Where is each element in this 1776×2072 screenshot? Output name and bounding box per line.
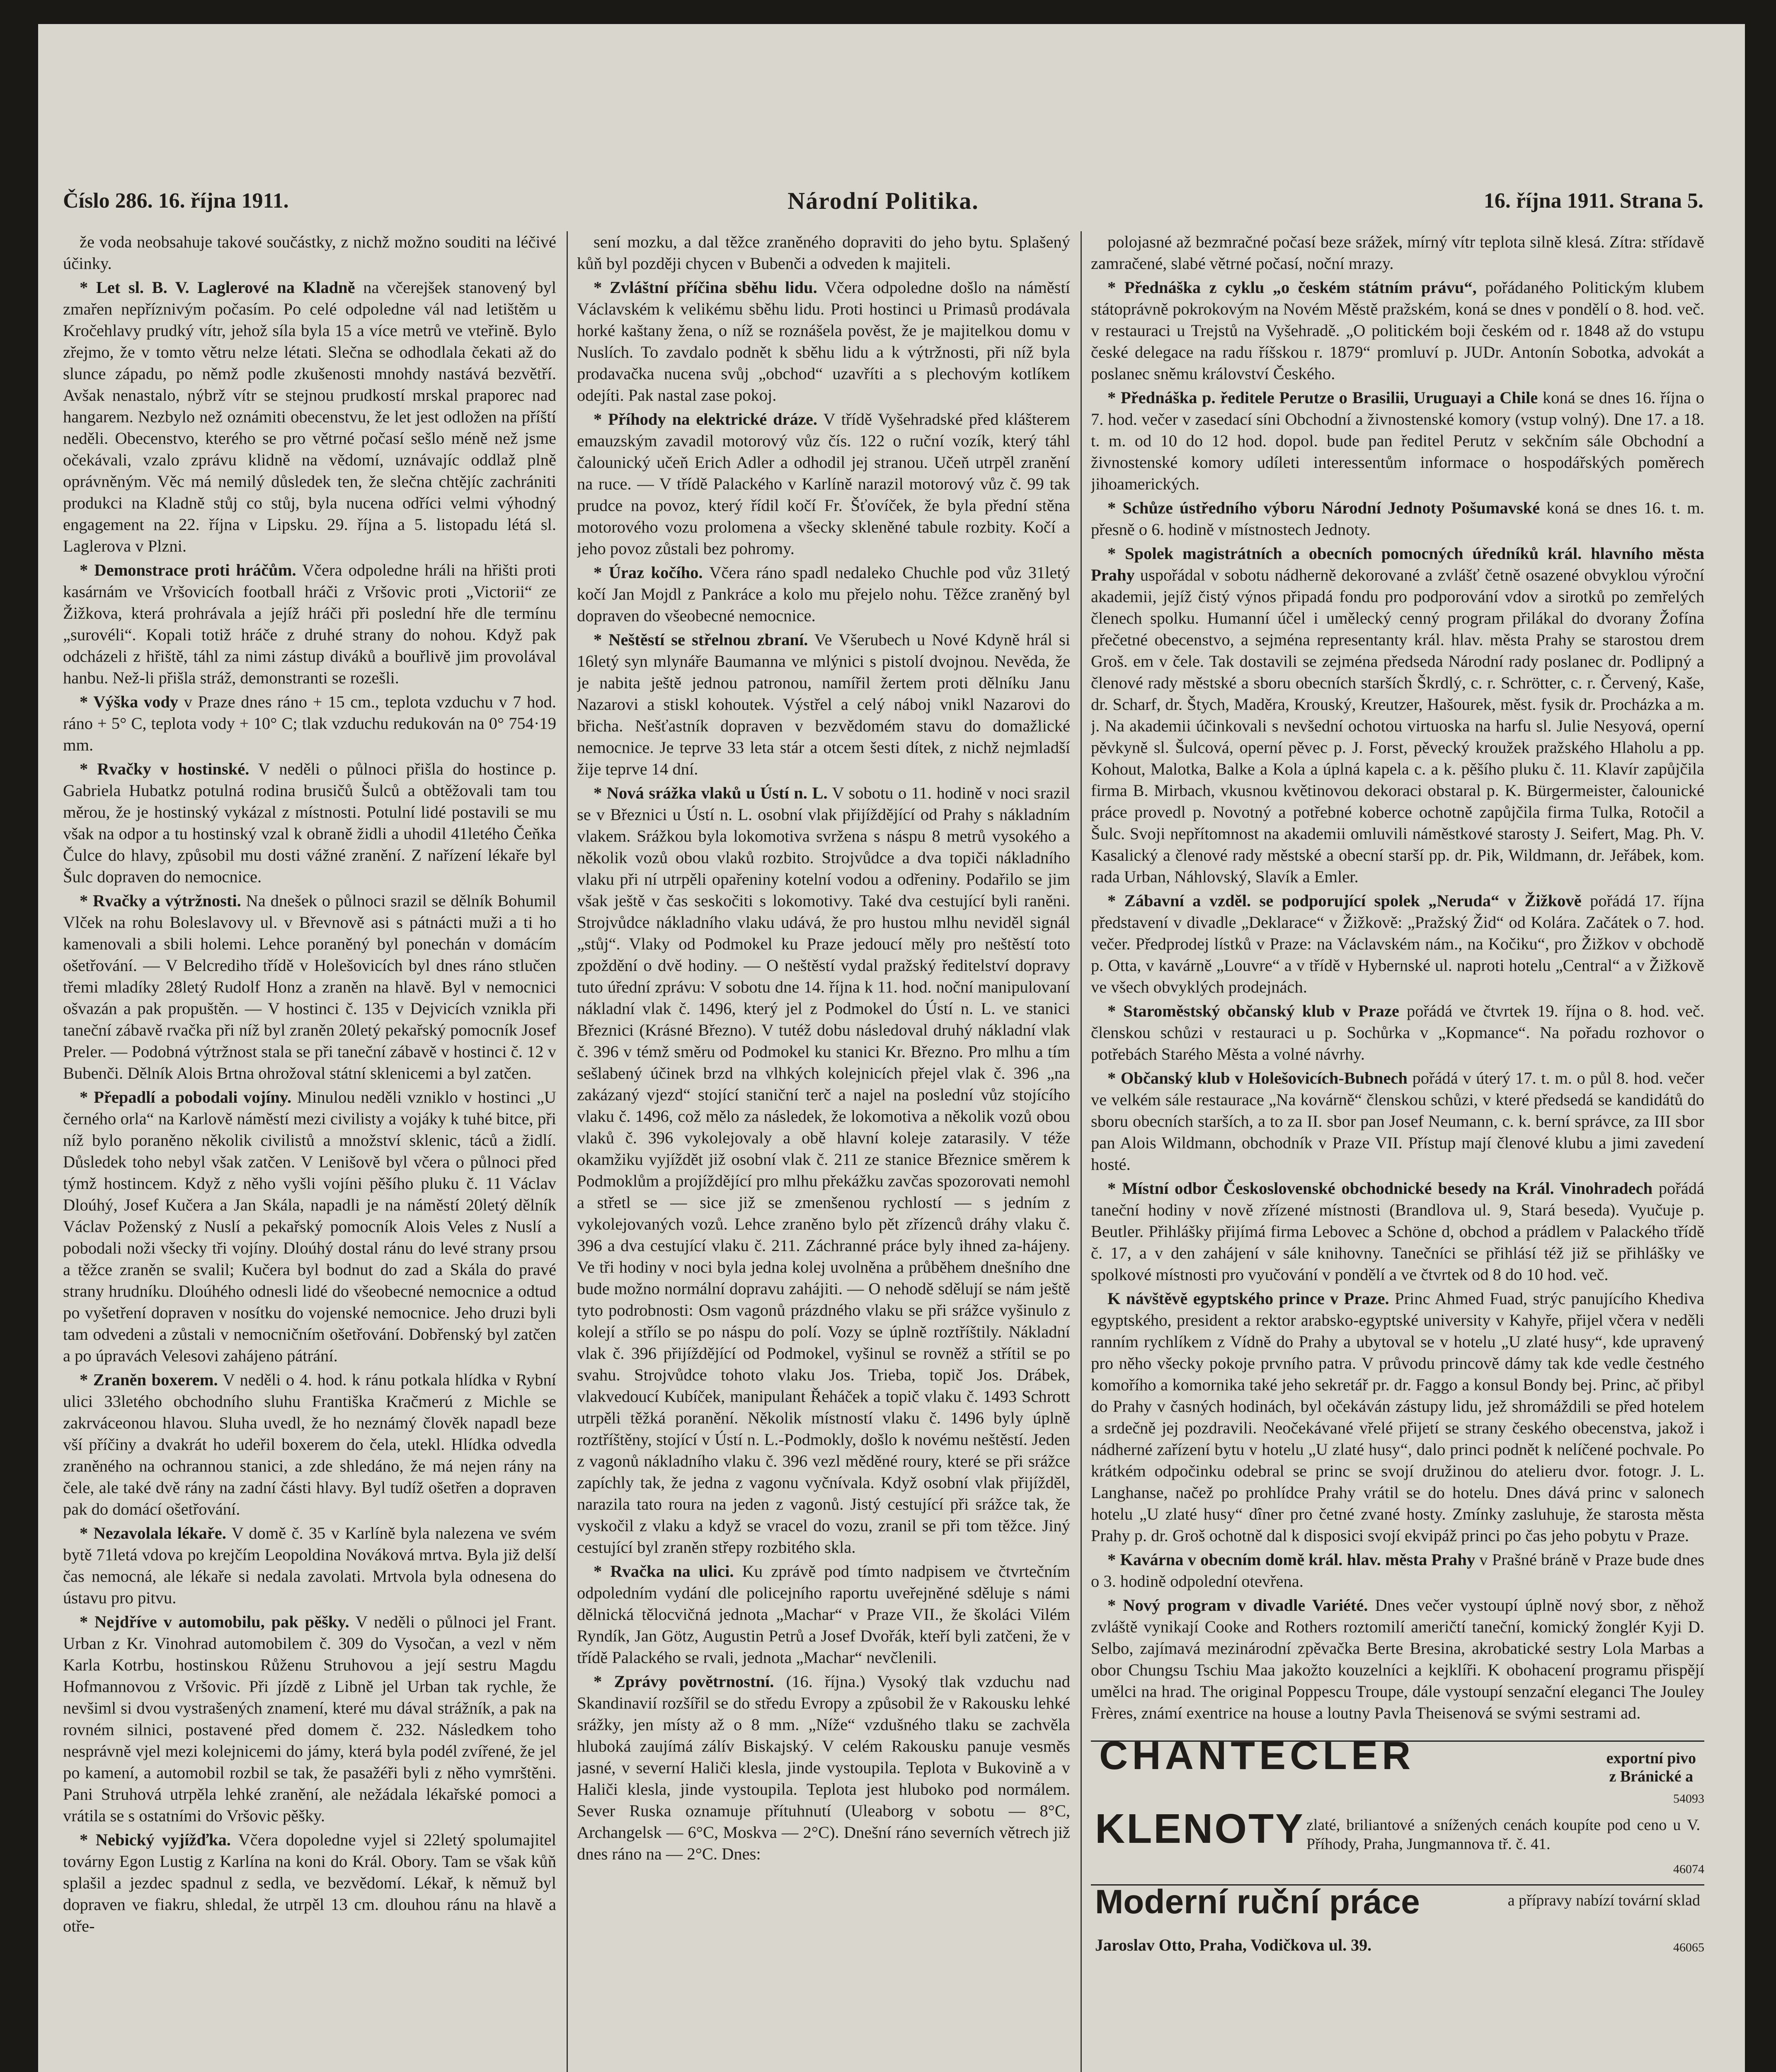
article xyxy=(1091,231,1704,274)
article-headline: K návštěvě egyptského prince v Praze. xyxy=(1107,1289,1389,1308)
article-headline: * Nezavolala lékaře. xyxy=(80,1524,226,1542)
article xyxy=(577,409,1070,559)
article-body: Ku zprávě pod tímto nadpisem ve čtvrtečním odpoledním vydání dle policejního raportu uveřejněné sděluje s námi dělnická tělocvičná jednota „Machar“ v Praze VII., že školáci Vilém Ryndík, Jan Götz, Augustin Petrů a Josef Dvořák, kteří byli zatčeni, že v třídě Palackého se rvali, jednota „Machar“ nevčlenili. xyxy=(577,1562,1070,1667)
article-body: koná se dnes 16. t. m. přesně o 6. hodině v místnostech Jednoty. xyxy=(1091,499,1704,539)
article-body: Včera ráno spadl nedaleko Chuchle pod vůz 31letý kočí Jan Mojdl z Pankráce a kolo mu přejelo nohu. Těžce zraněný byl dopraven do všeobecné nemocnice. xyxy=(577,563,1070,625)
article-headline: * Úraz kočího. xyxy=(594,563,703,582)
column-2 xyxy=(577,231,1070,2072)
article-headline: * Rvačka na ulici. xyxy=(594,1562,734,1581)
article xyxy=(1091,1000,1704,1065)
article xyxy=(1091,387,1704,495)
article-body: na včerejšek stanovený byl zmařen nepříznivým počasím. Po celé odpoledne vál nad letištěm u Kročehlavy prudký vítr, jehož síla byla 15 a více metrů ve vteřině. Bylo zřejmo, že v tomto větru nelze létati. Slečna se odhodlala čekati až do slunce západu, po němž podle zkušenosti mnohdy nastává bezvětří. Avšak nenastalo, nýbrž vítr se stejnou prudkostí mrskal praporec nad hangarem. Nezbylo než oznámiti obecenstvu, že let jest odložen na příští neděli. Obecenstvo, kterého se pro větrné počasí sešlo méně než jsme očekávali, vzalo zprávu klidně na vědomí, uznávajíc oddlaž plně oprávněným. Věc má nemilý důsledek ten, že slečna chtějíc zachrániti produkci na Kladně stůj co stůj, byla nucena odříci velmi výhodný engagement na 22. října v Lipsku. 29. října a 5. listopadu létá sl. Laglerova v Plzni. xyxy=(63,278,556,555)
column-3 xyxy=(1091,231,1704,2072)
article-headline: * Přednáška z cyklu „o českém státním právu“, xyxy=(1107,278,1477,297)
article-headline: * Schůze ústředního výboru Národní Jednoty Pošumavské xyxy=(1107,499,1540,517)
article-headline: * Nejdříve v automobilu, pak pěšky. xyxy=(80,1612,349,1631)
article-headline: * Nebický vyjížďka. xyxy=(80,1830,231,1849)
column-1 xyxy=(63,231,556,2072)
article-body: V třídě Vyšehradské před klášterem emauzským zavadil motorový vůz čís. 122 o ruční vozík, který táhl čalounický učeň Erich Adler a odhodil jej stranou. Učeň utrpěl zranění na ruce. — V třídě Palackého v Karlíně narazil motorový vůz č. 99 tak prudce na povoz, který řídil kočí Fr. Šťovíček, že byla přední stěna motorového vozu prolomena a všecky skleněné tabule rozbity. Kočí a jeho povoz zůstali bez pohromy. xyxy=(577,410,1070,558)
article-headline: * Zraněn boxerem. xyxy=(80,1370,218,1389)
article xyxy=(577,782,1070,1558)
article xyxy=(63,277,556,557)
article-body: sení mozku, a dal těžce zraněného dopraviti do jeho bytu. Splašený kůň byl později chycen v Bubenči a odveden k majiteli. xyxy=(577,232,1070,273)
article xyxy=(63,890,556,1084)
article xyxy=(577,277,1070,406)
article-body: pořádá 17. října představení v divadle „Deklarace“ v Žižkově: „Pražský Žid“ od Kolára. Začátek o 7. hod. večer. Předprodej lístků v Praze: na Václavském nám., na Kočiku“, pro Žižkov v obchodě p. Otta, v kavárně „Louvre“ a v třídě v Hybernské ul. naproti hotelu „Central“ a v Žižkově ve všech obvyklých prodejnách. xyxy=(1091,891,1704,996)
article xyxy=(63,1523,556,1609)
article-headline: * Občanský klub v Holešovicích-Bubnech xyxy=(1107,1069,1408,1087)
article-headline: * Výška vody xyxy=(80,692,179,711)
article-body: pořádá taneční hodiny v nově zřízené místnosti (Brandlova ul. 9, Stará beseda). Vyučuje p. Beutler. Přihlášky přijímá firma Lebovec a Schöne d, obchod a prádlem v Palackého třídě č. 17, a v den zahájení v sále knihovny. Tanečníci se přihlásí též již se přihlášky ve spolkové místnosti pro vyučování v pondělí a ve čtvrtek od 8 do 10 hod. več. xyxy=(1091,1179,1704,1284)
article-body: Včera odpoledne hráli na hřišti proti kasárnám ve Vršovicích football hráči z Vršovic proti „Victorii“ ze Žižkova, která prohrávala a jejíž hráči při poslední hře dle termínu „surovéli“. Kopali totiž hráče z druhé strany do nohou. Když pak odcházeli z hřiště, táhl za nimi zástup diváků a bouřlivě jim provolával hanbu. Než-li přišla stráž, demonstranti se rozešli. xyxy=(63,561,556,687)
article-body: pořádá ve čtvrtek 19. října o 8. hod. več. členskou schůzi v restauraci u p. Sochůrka v „Kopmance“. Na pořadu rozhovor o potřebách Starého Města a volné návrhy. xyxy=(1091,1002,1704,1063)
article xyxy=(577,629,1070,780)
article-body: Dnes večer vystoupí úplně nový sbor, z něhož zvláště vynikají Cooke and Rothers roztomilí američtí taneční, komický žonglér Kyji D. Selbo, zajímavá mezinárodní zpěvačka Berte Bresina, akrobatické sestry Lola Marbas a obor Chungsu Tschiu Maa jakožto kouzelníci a kejklíři. K obohacení programu přispějí umělci na hrad. The original Poppescu Troupe, dále vystoupí senzační eleganci The Jouley Frères, známí exentrice na house a loutny Pavla Theisenová se svými sestrami ad. xyxy=(1091,1596,1704,1722)
article-body: Na dnešek o půlnoci srazil se dělník Bohumil Vlček na rohu Boleslavovy ul. v Břevnově asi s pátnácti muži a ti ho kamenovali a sbili holemi. Lehce poraněný byl ponechán v domácím ošetřování. — V Belcrediho třídě v Holešovicích byl dnes ráno stlučen třemi mladíky 28letý Rudolf Honz a zraněn na hlavě. Byl v nemocnici ošvazán a pak propuštěn. — V hostinci č. 135 v Dejvicích vznikla při taneční zábavě rvačka při níž byl zraněn 20letý pekařský pomocník Josef Preler. — Podobná výtržnost stala se při taneční zábavě v hostinci č. 12 v Bubenči. Dělník Alois Brtna ohrožoval státní sklenicemi a byl zatčen. xyxy=(63,891,556,1082)
article xyxy=(63,691,556,756)
article xyxy=(1091,497,1704,540)
article-body: v Praze dnes ráno + 15 cm., teplota vzduchu v 7 hod. ráno + 5° C, teplota vody + 10° C; tlak vzduchu redukován na 0° 754·19 mm. xyxy=(63,692,556,754)
article-headline: * Spolek magistrátních a obecních pomocných úředníků král. hlavního města Prahy xyxy=(1091,544,1704,584)
article xyxy=(1091,543,1704,888)
article xyxy=(63,231,556,274)
article-body: Princ Ahmed Fuad, strýc panujícího Khediva egyptského, president a rektor arabsko-egyptské university v Kahyře, přijel včera v neděli ranním rychlíkem z Vídně do Prahy a ubytoval se v hotelu „U zlaté husy“, kde upravený pro něho všecky pokoje prvního patra. V průvodu princově dámy tak kde vedle čestného komořího a komornika také jeho sekretář pr. dr. Faggo a konsul Bondy bej. Princ, ač přibyl do Prahy v časných hodinách, byl očekáván zástupy lidu, jež shromáždili se před hotelem a srdečně jej pozdravili. Neočekávané vřelé přijetí se strany českého obecenstva, jakož i nádherné zařízení bytu v hotelu „U zlaté husy“, dalo princi podnět k nelíčené pochvale. Po krátkém odpočinku odebral se princ se svojí družinou do atelieru dvor. fotogr. J. L. Langhanse, načež po prohlídce Prahy vrátil se do hotelu. Dnes dává princ v salonech hotelu „U zlaté husy“ dîner pro četné zvané hosty. Zmínky zasluhuje, že starosta města Prahy p. dr. Groš ochotně dal k disposici svojí ekvipáž princi po čas jeho pobytu v Praze. xyxy=(1091,1289,1704,1545)
article xyxy=(577,231,1070,274)
article xyxy=(63,1369,556,1520)
article xyxy=(63,1087,556,1367)
article xyxy=(1091,1549,1704,1592)
ad-code: 46065 xyxy=(1673,1941,1704,1954)
article-body: V domě č. 35 v Karlíně byla nalezena ve svém bytě 71letá vdova po krejčím Leopoldina Nováková mrtva. Byla již delší čas nemocná, ale lékaře si nedala zavolati. Mrtvola byla odnesena do ústavu pro pitvu. xyxy=(63,1524,556,1607)
article-body: V neděli o 4. hod. k ránu potkala hlídka v Rybní ulici 33letého obchodního sluhu Františka Kračmerú z Michle se zakrváceonou hlavou. Sluha uvedl, že ho neznámý člověk napadl beze vší příčiny a dvakrát ho udeřil boxerem do čela, utekl. Hlídka odvedla zraněného na ochrannou stanici, a zde shledáno, že má nejen rány na čele, ale také dvě rány na zadní části hlavy. Byl tudíž ošetřen a dopraven pak do domácí ošetřování. xyxy=(63,1370,556,1518)
issue-number-date: Číslo 286. 16. října 1911. xyxy=(63,189,289,213)
article xyxy=(1091,1178,1704,1285)
article-body: pořádá v úterý 17. t. m. o půl 8. hod. večer ve velkém sále restaurace „Na kovárně“ členskou schůzi, v které předsedá se kandidátů do sboru obecních starších, a to za II. sbor pan Josef Neumann, c. k. berní správce, za III sbor pan Alois Wildmann, obchodník v Praze VII. Přístup mají členové klubu a jimi zavedení hosté. xyxy=(1091,1069,1704,1174)
article xyxy=(577,1561,1070,1668)
article-body: (16. října.) Vysoký tlak vzduchu nad Skandinavií rozšířil se do středu Evropy a způsobil že v Rakousku lehké srážky, jen místy až o 8 mm. „Níže“ vzdušného tlaku se zachvěla hluboká zaujímá zálív Biskajský. V celém Rakousku panuje vesměs jasné, v severní Haliči klesla, jinde vystoupila. Teplota v Bukovině a v Haliči klesla, jinde vystoupila. Teplota jest hluboko pod normálem. Sever Ruska oznamuje přítuhnutí (Uleaborg v sobotu — 8°C, Archangelsk — 6°C, Moskva — 2°C). Dnešní ráno severních větrech již dnes ráno na — 2°C. Dnes: xyxy=(577,1672,1070,1863)
article-headline: * Přepadlí a pobodali vojíny. xyxy=(80,1088,292,1106)
masthead xyxy=(63,178,1703,224)
article-body: Včera dopoledne vyjel si 22letý spolumajitel továrny Egon Lustig z Karlína na koni do Král. Obory. Tam se však kůň splašil a jezdec spadnul z sedla, ve bezvědomí. Lékař, k němuž byl dopraven ve fiakru, shledal, že utrpěl 13 cm. dlouhou ránu na hlavě a otře- xyxy=(63,1830,556,1935)
article xyxy=(1091,1067,1704,1175)
ad-address: Jaroslav Otto, Praha, Vodičkova ul. 39. xyxy=(1095,1936,1372,1954)
article-headline: * Zprávy povětrnostní. xyxy=(594,1672,774,1691)
article-body: koná se dnes 16. října o 7. hod. večer v zasedací síni Obchodní a živnostenské komory (vstup volný). Dne 17. a 18. t. m. od 10 do 12 hod. dopol. bude pan ředitel Perutz v sekčním sále Obchodní a živnostenské komory udíleti interessentům informace o hospodářských poměrech jihoamerických. xyxy=(1091,388,1704,493)
article-body: že voda neobsahuje takové součástky, z nichž možno souditi na léčivé účinky. xyxy=(63,232,556,273)
ad-tagline: a přípravy nabízí tovární sklad xyxy=(1507,1892,1700,1909)
article xyxy=(577,562,1070,627)
article-headline: * Nová srážka vlaků u Ústí n. L. xyxy=(594,784,828,802)
ad-tagline: exportní pivo z Bránické a xyxy=(1606,1750,1696,1785)
advertisement-chantecler xyxy=(1091,1733,1704,1806)
article-body: V neděli o půlnoci přišla do hostince p. Gabriela Hubatkz potulná rodina brusičů Šulců a obtěžovali tam tou měrou, že je hostinský vykázal z místnosti. Potulní lidé postavili se mu však na odpor a tu hostinský vzal k obraně židli a uhodil 41letého Čeňka Čulce do hlavy, způsobil mu dosti vážné zranění. Z nařízení lékaře byl Šulc dopraven do nemocnice. xyxy=(63,760,556,886)
article xyxy=(1091,1288,1704,1547)
article-headline: * Zábavní a vzděl. se podporující spolek „Neruda“ v Žižkově xyxy=(1107,891,1582,910)
article-body: Včera odpoledne došlo na náměstí Václavském k velikému sběhu lidu. Proti hostinci u Primasů prodávala horké kaštany žena, o níž se roznášela pověst, že je majitelkou domu v Nuslích. To zavdalo podnět k sběhu lidu a k výtržnosti, při níž byla prodavačka nucena svůj „obchod“ uzavříti a s plechovým kotlíkem odejíti. Pak nastal zase pokoj. xyxy=(577,278,1070,404)
article xyxy=(63,1611,556,1827)
article-headline: * Rvačky a výtržnosti. xyxy=(80,891,241,910)
article-body: Minulou neděli vzniklo v hostinci „U černého orla“ na Karlově náměstí mezi civilisty a vojáky k tuhé bitce, při níž bylo poraněno několik civilistů a množství sklenic, táců a židlí. Důsledek toho nebyl však zatčen. V Lenišově byl včera o půlnoci před týmž hostincem. Když z něho vyšli vojíni pěšího pluku č. 11 Václav Dloúhý, Josef Kučera a Jan Skála, napadli je na náměstí 20letý dělník Václav Poženský z Nuslí a pekařský pomocník Alois Veles z Nuslí a pobodali noži všecky tři vojíny. Dloúhý dostal ránu do levé strany prsou a těžce zraněn se svalil; Kučera byl bodnut do zad a Skála do pravé strany hrudníku. Dloúhého odnesli lidé do všeobecné nemocnice a odtud po vyšetření dopraven v nosítku do vojenské nemocnice. Jeho druzi byli tam odvedeni a zůstali v nemocničním ošetřování. Dobřenský byl zatčen a po úpravách Velesovi zahájeno pátrání. xyxy=(63,1088,556,1365)
column-divider xyxy=(567,231,568,2072)
article xyxy=(63,559,556,689)
article-body: polojasné až bezmračné počasí beze srážek, mírný vítr teplota silně klesá. Zítra: střídavě zamračené, slabé větrné počasí, noční mrazy. xyxy=(1091,232,1704,273)
article-headline: * Místní odbor Československé obchodnické besedy na Král. Vinohradech xyxy=(1107,1179,1653,1198)
article-body: V sobotu o 11. hodině v noci srazil se v Březnici u Ústí n. L. osobní vlak přijíždějící od Prahy s nákladním vlakem. Srážkou byla lokomotiva svržena s náspu 8 metrů vysokého a několik vozů obou vlaků rozbito. Strojvůdce a dva topiči nákladního vlaku při ní utrpěli opařeniny kotelní vodou a odřeniny. Podařilo se jim však ještě v čas seskočiti s lokomotivy. Také dva cestující byli raněni. Strojvůdce nákladního vlaku udává, že pro hustou mlhu neviděl signál „stůj“. Vlaky od Podmokel ku Praze jedoucí měly pro neštěstí toto zpoždění o dvě hodiny. — O neštěstí vydal pražský ředitelství dopravy tuto úřední zprávu: V sobotu dne 14. října k 11. hod. noční manipulovaní nákladní vlak č. 1496, který jel z Podmokel do Ústí n. L. ve stanici Březnici (Krásné Březno). V tutéž dobu následoval druhý nákladní vlak č. 396 v témž směru od Podmokel ku stanici Kr. Březno. Pro mlhu a tím sešlabený účinek brzd na vlhkých kolejnicích přejel vlak č. 396 „na zakázaný vjezd“ stojící staniční terč a najel na poslední vůz stojícího vlaku č. 1496, což mělo za následek, že lokomotiva a několik vozů obou vlaků č. 396 vykolejovaly a obě hlavní koleje zatarasily. V téže okamžiku vyjíždět již osobní vlak č. 211 ze stanice Březnice směrem k Podmoklům a projíždějící pro mlhu překážku zavčas spozorovati nemohl a střetl se — sice již se zmenšenou rychlostí — s jedním z vykolejovaných vozů. Lehce zraněno bylo pět zřízenců dráhy vlaku č. 396 a dva cestující vlaku č. 211. Záchranné práce byly ihned za-hájeny. Ve tři hodiny v noci byla jedna kolej uvolněna a průběhem dnešního dne bude možno normální dopravu zahájiti. — O nehodě sdělují se nám ještě tyto podrobnosti: Osm vagonů prázdného vlaku se při srážce vyšinulo z kolejí a střílo se po náspu do polí. Vozy se úplně roztříštily. Nákladní vlak č. 396 přijíždějící od Podmokel, vyšinul se rovněž a střítil se po svahu. Strojvůdce tohoto vlaku Jos. Trieba, topič Jos. Drábek, vlakvedoucí Kubíček, manipulant Řeháček a topič vlaku č. 1493 Schrott utrpěli těžká poranění. Několik místností vlaku č. 1496 byly úplně roztříštěny, stojící v Ústí n. L.-Podmokly, došlo k novému neštěstí. Jeden z vagonů nákladního vlaku č. 396 vezl měděné roury, které se při srážce zapíchly tak, že jedna z vagonu vyčnívala. Když osobní vlak přijížděl, narazila tato roura na jeden z vagonů. Jistý cestující při srážce tak, že vyskočil z vlaku a když se vracel do vozu, zranil se při tom těžce. Jiný cestující byl zraněn střepy rozbitého skla. xyxy=(577,784,1070,1556)
article-headline: * Nový program v divadle Variété. xyxy=(1107,1596,1368,1615)
article-headline: * Přednáška p. ředitele Perutze o Brasilii, Uruguayi a Chile xyxy=(1107,388,1538,407)
article xyxy=(1091,890,1704,998)
article-headline: * Let sl. B. V. Laglerové na Kladně xyxy=(80,278,355,297)
article-headline: * Rvačky v hostinské. xyxy=(80,760,250,778)
article xyxy=(1091,1595,1704,1724)
article-body: v Prašné bráně v Praze bude dnes o 3. hodině odpolední otevřena. xyxy=(1091,1550,1704,1590)
ad-code: 54093 xyxy=(1673,1792,1704,1806)
ad-brand-name: Moderní ruční práce xyxy=(1095,1883,1420,1921)
article-headline: * Staroměstský občanský klub v Praze xyxy=(1107,1002,1399,1020)
advertisement-klenoty xyxy=(1091,1806,1704,1880)
ad-text: zlaté, briliantové a snížených cenách koupíte pod ceno u V. Příhody, Praha, Jungmannova tř. č. 41. xyxy=(1306,1816,1700,1853)
article-headline: * Příhody na elektrické dráze. xyxy=(594,410,817,428)
article xyxy=(1091,277,1704,385)
article-headline: * Neštěstí se střelnou zbraní. xyxy=(594,630,808,649)
article-headline: * Zvláštní příčina sběhu lidu. xyxy=(594,278,817,297)
article-headline: * Demonstrace proti hráčům. xyxy=(80,561,296,579)
article-headline: * Kavárna v obecním domě král. hlav. města Prahy xyxy=(1107,1550,1476,1569)
article xyxy=(63,1829,556,1937)
article xyxy=(577,1671,1070,1865)
newspaper-title: Národní Politika. xyxy=(787,187,979,214)
column-divider xyxy=(1081,231,1082,2072)
article-body: uspořádal v sobotu nádherně dekorované a zvlášť četně osazené obvyklou výroční akademii, jejíž čistý výnos připadá fondu pro podporování vdov a sirotků po zemřelých členech spolku. Humanní účel i umělecký cenný program přilákal do dvorany Žofína přečetné obecenstvo, a sejména representanty král. hlav. města Prahy se starostou drem Groš. em v čele. Tak dostavili se zejména předseda Národní rady poslanec dr. Podlipný a členové rady městské a sboru obecních starších Škrdlý, c. r. Schrötter, c. r. Červený, Kaše, dr. Scharf, dr. Štych, Maděra, Krouský, Kreutzer, Hašourek, měst. fysik dr. Procházka a m. j. Na akademii účinkovali s nevšední ochotou virtuoska na harfu sl. Julie Nesyová, operní pěvkyně sl. Šulcová, operní pěvec p. J. Forst, pěvecký kroužek pražského Hlaholu a pp. Kohout, Malotka, Balke a Kola a úplná kapela c. a k. pěšího pluku č. 11. Klavír zapůjčila firma B. Mirbach, vkusnou květinovou dekoraci obstaral p. K. Bürgermeister, čalounické práce provedl p. Novotný a potřebné koberce ochotně zapůjčila firma Tulka, Rotočil a Šulc. Svoji nepřítomnost na akademii omluvili náměstkové starosty J. Seifert, Mag. Ph. V. Kasalický a členové rady městské a obecní starší pp. dr. Pik, Wildmann, dr. Jeřábek, kom. rada Urban, Náhlovský, Slavík a Emler. xyxy=(1091,566,1704,886)
article-body: Ve Všerubech u Nové Kdyně hrál si 16letý syn mlynáře Baumanna ve mlýnici s pistolí dvojnou. Nevěda, že je nabita ještě jednou patronou, namířil žertem proti dělníku Janu Nazarovi a stiskl kohoutek. Výstřel a celý náboj vnikl Nazarovi do břicha. Nešťastník dopraven v bezvědomém stavu do domažlické nemocnice. Je teprve 33 leta stár a otcem šesti dítek, z nichž nejmladší žije teprve 14 dní. xyxy=(577,630,1070,778)
ad-code: 46074 xyxy=(1673,1862,1704,1876)
ad-brand-name: CHANTECLER xyxy=(1099,1733,1415,1778)
page-number-date: 16. října 1911. Strana 5. xyxy=(1483,189,1703,213)
article xyxy=(63,758,556,888)
ad-brand-name: KLENOTY xyxy=(1095,1806,1305,1852)
advertisement-moderni-rucni-prace xyxy=(1091,1884,1704,1960)
newspaper-page xyxy=(38,24,1745,2072)
article-body: pořádaného Politickým klubem státoprávně pokrokovým na Novém Městě pražském, koná se dnes v pondělí o 8. hod. več. v restauraci u Trejstů na Vyšehradě. „O politickém boji českém od r. 1848 až do vstupu české delegace na radu říšskou r. 1879“ promluví p. JUDr. Antonín Sobotka, advokát a poslanec sněmu království Českého. xyxy=(1091,278,1704,383)
article-body: V neděli o půlnoci jel Frant. Urban z Kr. Vinohrad automobilem č. 309 do Vysočan, a vezl v něm Karla Kotrbu, hostinskou Růženu Struhovou a její sestru Magdu Hofmannovou z Vršovic. Při jízdě z Libně jel Urban tak rychle, že nevšiml si dvou vystrašených znamení, které mu dával strážník, a pak na rovném silnici, postavené před domem č. 232. Následkem toho nesprávně vjel mezi kolejnicemi do jámy, která byla podél zvířené, že jel po kamení, a automobil rozbil se tak, že pasažéři byli z něho vymrštěni. Pani Struhová utrpěla lehké zranění, ale nežádala lékařské pomoci a vrátila se s ostatními do Vršovic pěšky. xyxy=(63,1612,556,1825)
